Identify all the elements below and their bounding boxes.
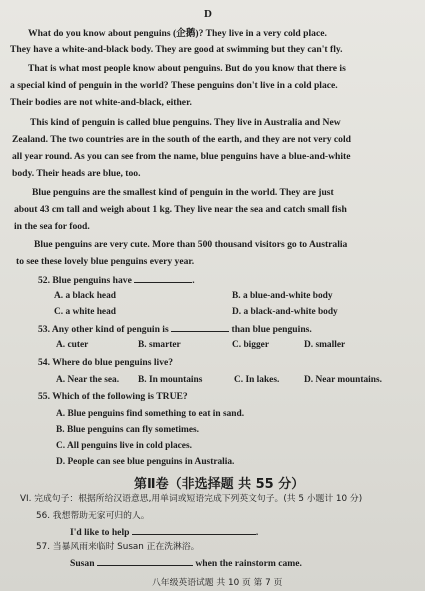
option-52-a: A. a black head (54, 291, 116, 301)
option-54-c: C. In lakes. (234, 375, 280, 385)
option-52-c: C. a white head (54, 307, 116, 317)
question-56-english: I'd like to help . (70, 527, 259, 538)
option-52-b: B. a blue-and-white body (232, 291, 333, 301)
question-57-end: when the rainstorm came. (195, 558, 302, 569)
part-6-header: VI. 完成句子：根据所给汉语意思,用单词或短语完成下列英文句子。(共 5 小题计 10 分) (20, 494, 363, 504)
passage-line-12: in the sea for food. (14, 221, 90, 232)
option-53-b: B. smarter (138, 340, 181, 350)
passage-title: D (204, 8, 212, 20)
passage-line-3: That is what most people know about penguins. But do you know that there is (28, 63, 346, 74)
option-55-d: D. People can see blue penguins in Australia. (56, 457, 235, 467)
question-53-stem: 53. Any other kind of penguin is (38, 324, 169, 335)
option-54-a: A. Near the sea. (56, 375, 120, 385)
passage-line-7: Zealand. The two countries are in the south of the earth, and they are not very cold (12, 134, 351, 145)
answer-blank-52[interactable] (134, 273, 192, 283)
passage-line-1: What do you know about penguins (企鹅)? They live in a very cold place. (28, 28, 327, 39)
question-53-end: than blue penguins. (231, 324, 312, 335)
option-55-a: A. Blue penguins find something to eat in sand. (56, 409, 245, 419)
page-footer: 八年级英语试题 共 10 页 第 7 页 (152, 578, 283, 588)
option-55-b: B. Blue penguins can fly sometimes. (56, 425, 199, 435)
passage-line-2: They have a white-and-black body. They are good at swimming but they can't fly. (10, 44, 343, 55)
option-54-b: B. In mountains (138, 375, 203, 385)
answer-blank-53[interactable] (171, 322, 229, 332)
question-54: 54. Where do blue penguins live? (38, 357, 174, 368)
question-57-english (70, 556, 302, 570)
option-53-a: A. cuter (56, 340, 89, 350)
passage-line-4: a special kind of penguin in the world? These penguins don't live in a cold place. (10, 80, 338, 91)
question-56-text: I'd like to help (70, 527, 130, 538)
option-53-d: D. smaller (304, 340, 346, 350)
passage-line-8: all year round. As you can see from the name, blue penguins have a blue-and-white (12, 151, 351, 162)
passage-line-9: body. Their heads are blue, too. (12, 168, 141, 179)
question-52 (38, 273, 195, 287)
option-52-d: D. a black-and-white body (232, 307, 338, 317)
answer-blank-57[interactable] (97, 556, 193, 566)
question-55: 55. Which of the following is TRUE? (38, 391, 188, 402)
passage-line-10: Blue penguins are the smallest kind of penguin in the world. They are just (32, 187, 334, 198)
passage-line-14: to see these lovely blue penguins every year. (16, 256, 195, 267)
passage-line-11: about 43 cm tall and weigh about 1 kg. They live near the sea and catch small fish (14, 204, 347, 215)
question-57-chinese: 57. 当暴风雨来临时 Susan 正在洗淋浴。 (36, 542, 200, 552)
option-55-c: C. All penguins live in cold places. (56, 441, 192, 451)
passage-line-13: Blue penguins are very cute. More than 500 thousand visitors go to Australia (34, 239, 348, 250)
question-52-end: . (192, 275, 195, 286)
section-2-title: 第Ⅱ卷（非选择题 共 55 分） (134, 477, 305, 492)
question-56-chinese: 56. 我想帮助无家可归的人。 (36, 511, 150, 521)
passage-line-5: Their bodies are not white-and-black, either. (10, 97, 192, 108)
option-54-d: D. Near mountains. (304, 375, 382, 385)
option-53-c: C. bigger (232, 340, 269, 350)
passage-line-6: This kind of penguin is called blue penguins. They live in Australia and New (30, 117, 341, 128)
answer-blank-56[interactable] (132, 525, 256, 535)
question-53 (38, 322, 312, 336)
question-57-start: Susan (70, 558, 95, 569)
question-52-stem: 52. Blue penguins have (38, 275, 132, 286)
